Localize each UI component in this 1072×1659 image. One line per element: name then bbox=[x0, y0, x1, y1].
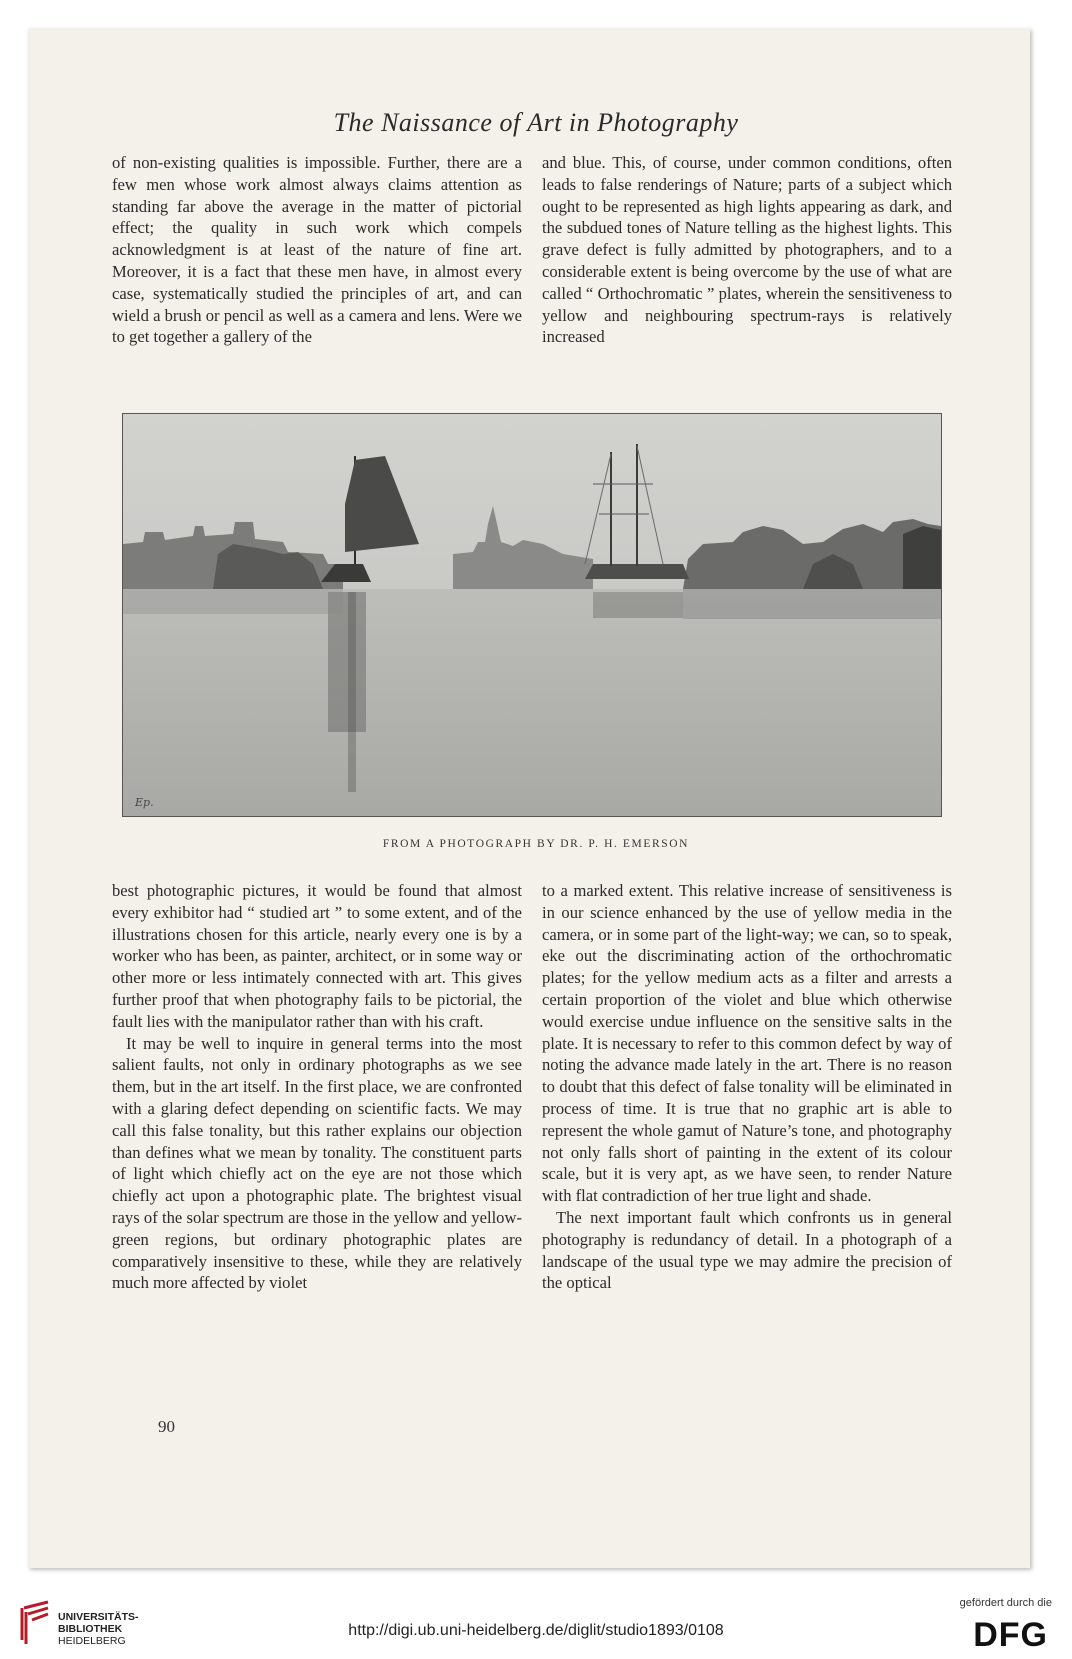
library-line: BIBLIOTHEK bbox=[58, 1623, 123, 1635]
dfg-logo: DFG bbox=[973, 1616, 1048, 1654]
column-top-left bbox=[112, 152, 522, 348]
paragraph: best photographic pictures, it would be found that almost every exhibitor had “ studied art ” to some extent, and of the illustrations chosen for this article, nearly every one is by a worker who has been, as painter, architect, or in some way or other more or less intimately connected with art. This gives further proof that when photography fails to be pictorial, the fault lies with the manipulator rather than with his craft. bbox=[112, 881, 522, 1031]
paragraph: It may be well to inquire in general terms into the most salient faults, not only in ordinary photographs as we see them, but in the art itself. In the first place, we are confronted with a glaring defect depending on scientific facts. We may call this false tonality, but this rather explains our objection than defines what we mean by tonality. The constituent parts of light which chiefly act on the eye are not those which chiefly act upon a photographic plate. The brightest visual rays of the solar spectrum are those in the yellow and yellow-green regions, but ordinary photographic plates are comparatively insensitive to these, while they are relatively much more affected by violet bbox=[112, 1033, 522, 1293]
source-url-link[interactable]: http://digi.ub.uni-heidelberg.de/diglit/studio1893/0108 bbox=[348, 1622, 724, 1639]
photo-caption: FROM A PHOTOGRAPH BY DR. P. H. EMERSON bbox=[382, 838, 690, 850]
harbour-photograph bbox=[122, 413, 942, 817]
paragraph: and blue. This, of course, under common conditions, often leads to false renderings of Nature; parts of a subject which ought to be represented as high lights appearing as dark, and the subdued tones of Nature telling as the highest lights. This grave defect is fully admitted by photographers, and to a considerable extent is being overcome by the use of what are called “ Orthochromatic ” plates, wherein the sensitiveness to yellow and neighbouring spectrum-rays is relatively increased bbox=[542, 153, 952, 347]
column-top-right bbox=[542, 152, 952, 348]
column-bottom-right bbox=[542, 880, 952, 1294]
paragraph: to a marked extent. This relative increase of sensitiveness is in our science enhanced by the use of yellow media in the camera, or in some part of the light-way; we can, so to speak, eke out the discriminating action of the orthochromatic plates; for the yellow medium acts as a filter and arrests a certain proportion of the violet and blue which otherwise would exercise undue influence on the sensitive salts in the plate. It is necessary to refer to this common defect by way of noting the advance made lately in the art. There is no reason to doubt that this defect of false tonality will be eliminated in process of time. It is true that no graphic art is able to represent the whole gamut of Nature’s tone, and photography not only falls short of painting in the extent of its colour scale, but it is very apt, as we have seen, to render Nature with flat contradiction of her true light and shade. bbox=[542, 881, 952, 1206]
library-line: HEIDELBERG bbox=[58, 1635, 126, 1647]
page-number: 90 bbox=[158, 1417, 175, 1436]
photographer-monogram: Ep. bbox=[135, 796, 154, 809]
column-bottom-left bbox=[112, 880, 522, 1294]
library-line: UNIVERSITÄTS- bbox=[58, 1611, 139, 1623]
paragraph: The next important fault which confronts us in general photography is redundancy of detail. In a photograph of a landscape of the usual type we may admire the precision of the optical bbox=[542, 1207, 952, 1293]
funding-note: gefördert durch die bbox=[959, 1597, 1052, 1609]
running-header: The Naissance of Art in Photography bbox=[333, 108, 739, 137]
paragraph: of non-existing qualities is impossible. Further, there are a few men whose work almost always claims attention as standing far above the average in the matter of pictorial effect; the quality in such work which compels acknowledgment is at least of the nature of fine art. Moreover, it is a fact that these men have, in almost every case, systematically studied the principles of art, and can wield a brush or pencil as well as a camera and lens. Were we to get together a gallery of the bbox=[112, 153, 522, 347]
harbour-photo-illustration bbox=[123, 414, 941, 816]
